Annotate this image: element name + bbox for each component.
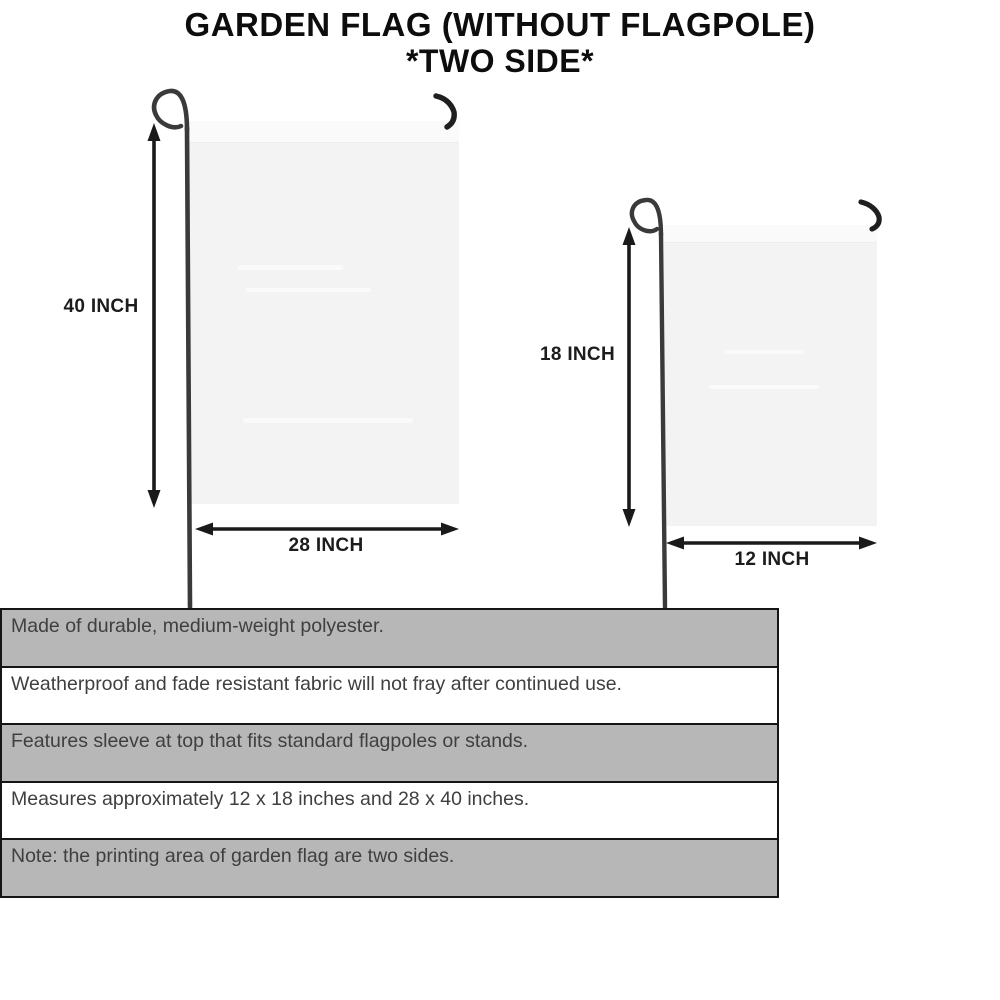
large-flag-graphic xyxy=(188,121,459,504)
spec-row-sleeve: Features sleeve at top that fits standard flagpoles or stands. xyxy=(2,723,777,781)
spec-row-note: Note: the printing area of garden flag are two sides. xyxy=(2,838,777,896)
page-title: GARDEN FLAG (WITHOUT FLAGPOLE) xyxy=(184,6,816,43)
large-flag-sleeve xyxy=(188,121,459,143)
fabric-fold xyxy=(238,265,343,270)
spec-row-measures: Measures approximately 12 x 18 inches and 28 x 40 inches. xyxy=(2,781,777,839)
fabric-fold xyxy=(709,385,819,389)
fabric-fold xyxy=(246,288,371,292)
small-flag-graphic xyxy=(664,225,877,526)
spec-row-weatherproof: Weatherproof and fade resistant fabric will not fray after continued use. xyxy=(2,666,777,724)
small-flag-sleeve xyxy=(664,225,877,243)
large-flag-width-label: 28 INCH xyxy=(288,535,364,556)
large-width-arrow-icon xyxy=(195,523,459,536)
header xyxy=(0,6,1000,79)
small-flagpole-stand-icon xyxy=(632,200,665,607)
small-flag-width-label: 12 INCH xyxy=(734,549,810,570)
small-height-arrow-icon xyxy=(623,227,636,527)
small-width-arrow-icon xyxy=(666,537,877,550)
small-flag-height-label: 18 INCH xyxy=(540,344,615,365)
spec-table xyxy=(0,608,779,898)
fabric-fold xyxy=(724,350,804,354)
page-subtitle: *TWO SIDE* xyxy=(405,42,595,79)
large-flag-height-label: 40 INCH xyxy=(63,296,139,317)
large-flagpole-stand-icon xyxy=(154,91,190,607)
fabric-fold xyxy=(243,418,413,423)
spec-row-material: Made of durable, medium-weight polyester. xyxy=(2,610,777,666)
